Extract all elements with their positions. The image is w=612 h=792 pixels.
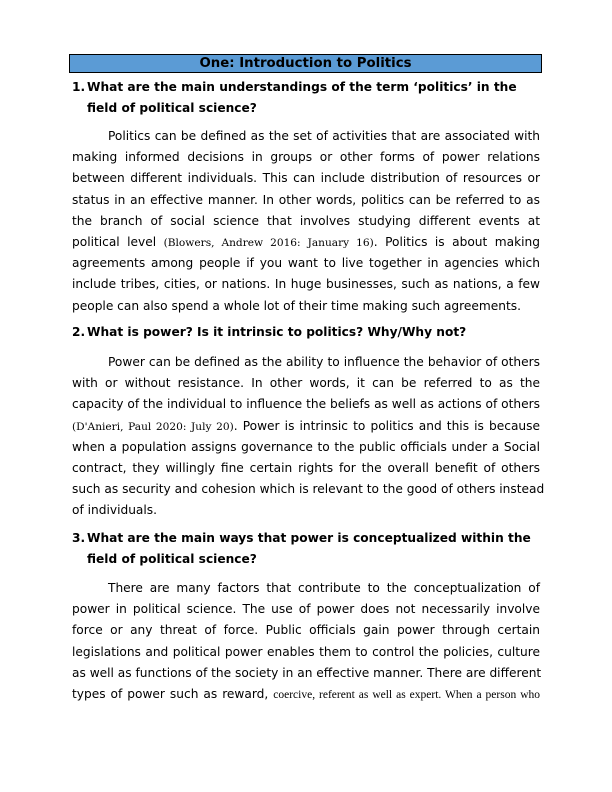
question-2	[72, 322, 542, 343]
p2-line: of individuals.	[72, 503, 157, 518]
question-3-text-line1: What are the main ways that power is conceptualized within the	[87, 531, 531, 545]
question-1-number: 1.	[72, 80, 86, 94]
p3-line: legislations and political power enables them to control the policies, culture	[72, 644, 540, 659]
p2-line: capacity of the individual to influence the beliefs as well as actions of others	[72, 397, 540, 412]
paragraph-1	[72, 126, 540, 317]
p3-line: There are many factors that contribute to the conceptualization of	[108, 581, 540, 595]
question-3-text-line2: field of political science?	[87, 552, 257, 566]
question-3	[72, 528, 542, 570]
p1-line: status in an effective manner. In other words, politics can be referred to as	[72, 192, 540, 207]
question-1	[72, 77, 542, 119]
p2-line: contract, they willingly fine certain rights for the overall benefit of others	[72, 460, 540, 475]
p1-text: . Politics is about making	[373, 234, 540, 249]
p2-line: with or without resistance. In other words, it can be referred to as the	[72, 376, 540, 391]
p3-line: power in political science. The use of power does not necessarily involve	[72, 602, 540, 617]
p1-line: agreements among people if you want to live together in agencies which	[72, 256, 540, 271]
p1-line: Politics can be defined as the set of activities that are associated with	[108, 129, 540, 143]
p2-text: . Power is intrinsic to politics and this is because	[233, 418, 540, 433]
p1-line: people can also spend a whole lot of their time making such agreements.	[72, 298, 521, 313]
paragraph-3	[72, 578, 540, 705]
citation-blowers: (Blowers, Andrew 2016: January 16)	[163, 236, 374, 249]
p2-line: Power can be defined as the ability to influence the behavior of others	[108, 355, 540, 369]
p2-line: when a population assigns governance to the public officials under a Social	[72, 439, 540, 454]
citation-danieri: (D'Anieri, Paul 2020: July 20)	[72, 420, 234, 433]
p1-line: include tribes, cities, or nations. In huge businesses, such as nations, a few	[72, 277, 540, 292]
p3-line: as well as functions of the society in an effective manner. There are different	[72, 665, 542, 680]
section-title: One: Introduction to Politics	[69, 54, 542, 73]
p3-line: force or any threat of force. Public officials gain power through certain	[72, 623, 540, 638]
p3-text-serif: coercive, referent as well as expert. When a person who	[273, 688, 540, 701]
p1-line: making informed decisions in groups or other forms of power relations	[72, 150, 540, 165]
paragraph-2	[72, 352, 545, 522]
p1-text: political level	[72, 234, 164, 249]
p1-line: between different individuals. This can include distribution of resources or	[72, 171, 540, 186]
question-2-text-line1: What is power? Is it intrinsic to politics? Why/Why not?	[87, 325, 467, 339]
question-2-number: 2.	[72, 325, 86, 339]
p1-line: the branch of social science that involves studying different events at	[72, 213, 540, 228]
p3-text: types of power such as reward,	[72, 686, 274, 701]
question-3-number: 3.	[72, 531, 86, 545]
question-1-text-line1: What are the main understandings of the term ‘politics’ in the	[87, 80, 517, 94]
p2-line: such as security and cohesion which is relevant to the good of others instead	[72, 482, 545, 497]
question-1-text-line2: field of political science?	[87, 101, 257, 115]
